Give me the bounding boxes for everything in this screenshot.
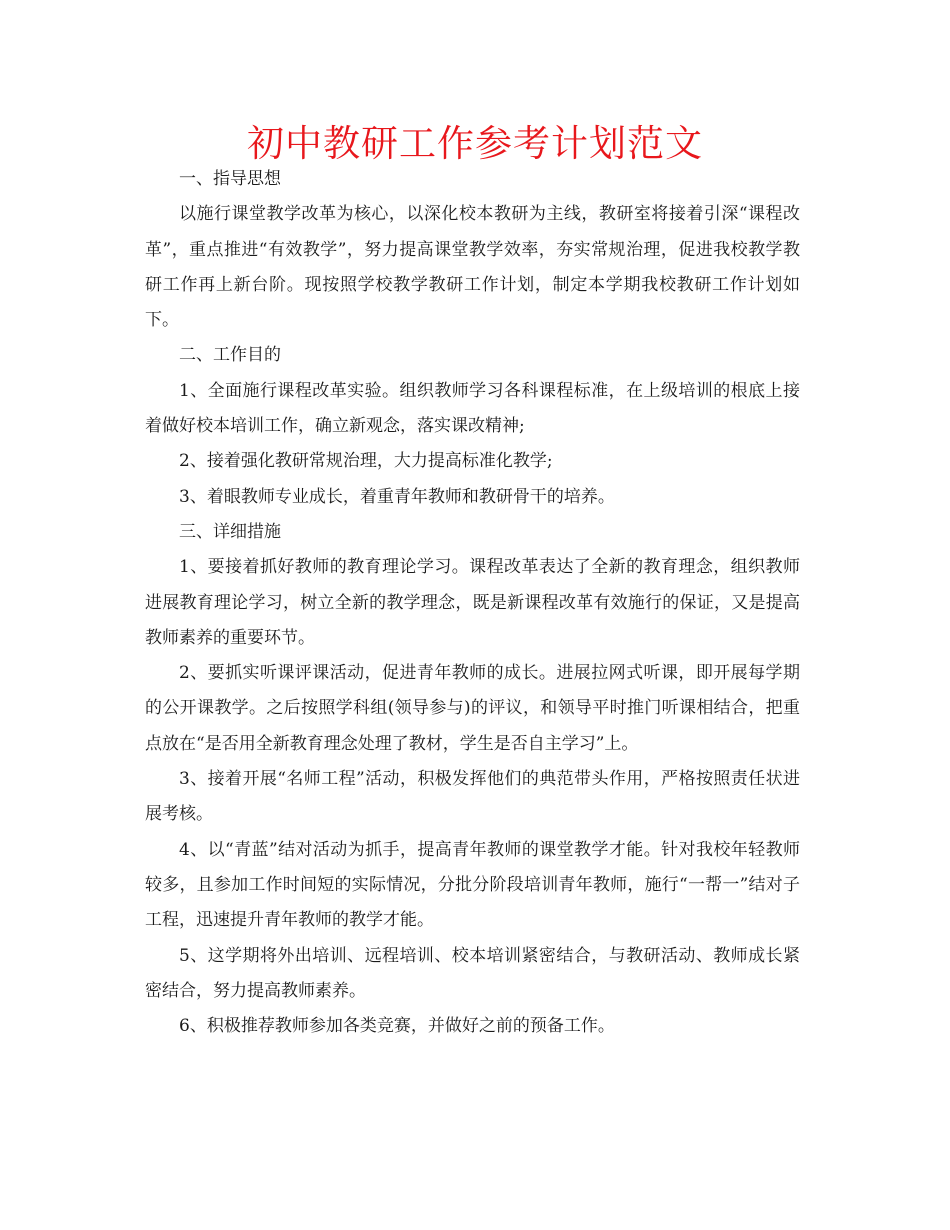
paragraph: 6、积极推荐教师参加各类竞赛，并做好之前的预备工作。 xyxy=(179,1016,615,1037)
paragraph: 以施行课堂教学改革为核心，以深化校本教研为主线，教研室将接着引深“课程改革”，重点推进“有效教学”，努力提高课堂教学效率，夯实常规治理，促进我校教学教研工作再上新台阶。现按照学校教学教研工作计划，制定本学期我校教研工作计划如下。 xyxy=(145,204,800,331)
paragraph: 2、接着强化教研常规治理，大力提高标准化教学; xyxy=(179,451,553,472)
paragraph: 5、这学期将外出培训、远程培训、校本培训紧密结合，与教研活动、教师成长紧密结合，努力提高教师素养。 xyxy=(145,945,800,1001)
document-body xyxy=(145,162,800,1044)
section-heading: 二、工作目的 xyxy=(179,345,281,366)
paragraph: 3、着眼教师专业成长，着重青年教师和教研骨干的培养。 xyxy=(179,486,615,507)
section-heading: 三、详细措施 xyxy=(179,521,281,542)
paragraph: 1、全面施行课程改革实验。组织教师学习各科课程标准，在上级培训的根底上接着做好校本培训工作，确立新观念，落实课改精神; xyxy=(145,380,800,437)
document-title: 初中教研工作参考计划范文 xyxy=(247,122,703,165)
section-heading: 一、指导思想 xyxy=(179,169,281,189)
paragraph: 4、以“青蓝”结对活动为抓手，提高青年教师的课堂教学才能。针对我校年轻教师较多，且参加工作时间短的实际情况，分批分阶段培训青年教师，施行“一帮一”结对子工程，迅速提升青年教师的教学才能。 xyxy=(145,839,800,931)
paragraph: 2、要抓实听课评课活动，促进青年教师的成长。进展拉网式听课，即开展每学期的公开课教学。之后按照学科组(领导参与)的评议，和领导平时推门听课相结合，把重点放在“是否用全新教育理念处理了教材，学生是否自主学习”上。 xyxy=(145,663,800,754)
paragraph: 1、要接着抓好教师的教育理论学习。课程改革表达了全新的教育理念，组织教师进展教育理论学习，树立全新的教学理念，既是新课程改革有效施行的保证，又是提高教师素养的重要环节。 xyxy=(145,557,800,648)
paragraph: 3、接着开展“名师工程”活动，积极发挥他们的典范带头作用，严格按照责任状进展考核。 xyxy=(145,769,800,825)
